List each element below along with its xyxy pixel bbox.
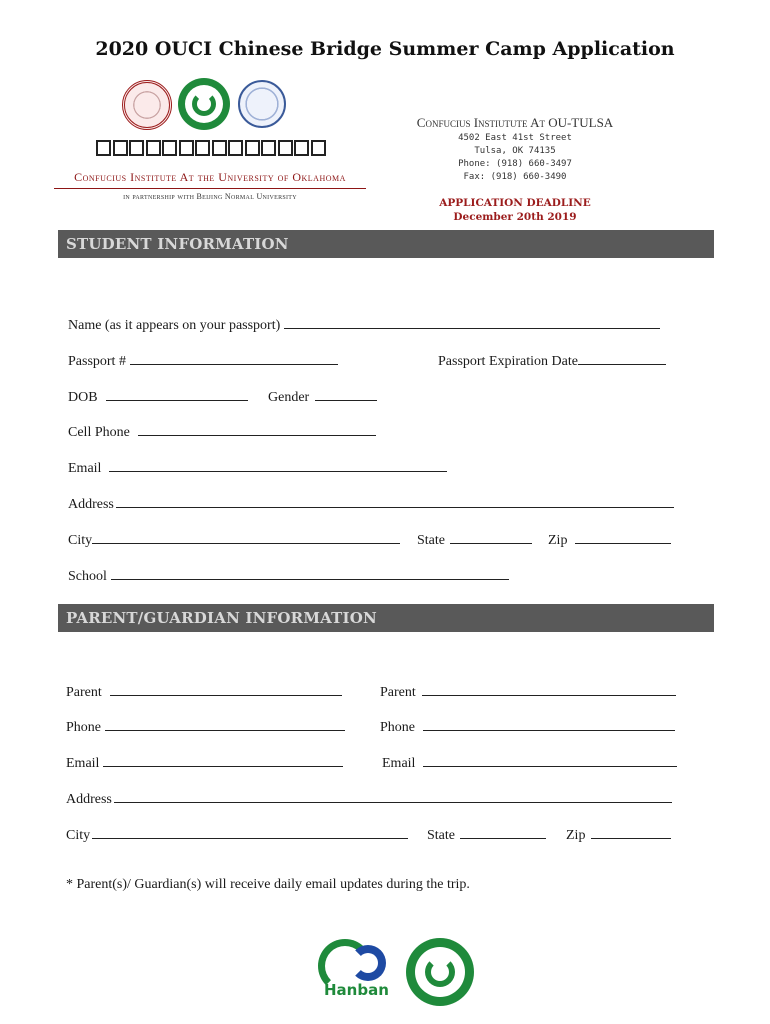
email-input-line[interactable] xyxy=(109,457,447,472)
parent-city-input-line[interactable] xyxy=(92,824,408,839)
zip-field[interactable]: Zip xyxy=(548,529,671,549)
institute-name: Confucius Institute At the University of Oklahoma xyxy=(54,170,366,189)
fax-line: Fax: (918) 660-3490 xyxy=(463,172,567,182)
beijing-normal-university-seal-icon xyxy=(238,80,286,128)
student-section-header xyxy=(58,230,714,258)
section-heading: PARENT/GUARDIAN INFORMATION xyxy=(66,609,377,627)
cell-phone-field[interactable]: Cell Phone xyxy=(68,421,376,441)
state-field[interactable]: State xyxy=(417,529,532,549)
passport-input-line[interactable] xyxy=(130,350,338,365)
hanban-logo-icon xyxy=(316,935,394,1003)
passport-field[interactable]: Passport # xyxy=(68,350,338,370)
address-line: Tulsa, OK 74135 xyxy=(474,146,556,156)
state-input-line[interactable] xyxy=(450,529,532,544)
ou-seal-icon xyxy=(122,80,172,130)
gender-field[interactable]: Gender xyxy=(268,386,377,406)
address-input-line[interactable] xyxy=(116,493,674,508)
zip-input-line[interactable] xyxy=(575,529,671,544)
dob-field[interactable]: DOB xyxy=(68,386,248,406)
parent-section-header xyxy=(58,604,714,632)
parent-zip-input-line[interactable] xyxy=(591,824,671,839)
cell-phone-input-line[interactable] xyxy=(138,421,376,436)
parent2-name-input-line[interactable] xyxy=(422,681,676,696)
parent-note: * Parent(s)/ Guardian(s) will receive daily email updates during the trip. xyxy=(66,877,470,892)
parent1-phone-input-line[interactable] xyxy=(105,716,345,731)
parent-zip-field[interactable]: Zip xyxy=(566,824,671,844)
parent2-name-field[interactable]: Parent xyxy=(380,681,676,701)
city-input-line[interactable] xyxy=(92,529,400,544)
dob-input-line[interactable] xyxy=(106,386,248,401)
confucius-institute-logo-icon xyxy=(406,938,474,1006)
phone-line: Phone: (918) 660-3497 xyxy=(458,159,572,169)
hanban-label: Hanban xyxy=(324,981,389,999)
gender-input-line[interactable] xyxy=(315,386,377,401)
parent2-email-field[interactable]: Email xyxy=(382,752,677,772)
tulsa-institute-name: Confucius Instiutute At OU-TULSA xyxy=(416,115,614,130)
parent2-phone-field[interactable]: Phone xyxy=(380,716,675,736)
parent-state-input-line[interactable] xyxy=(460,824,546,839)
name-input-line[interactable] xyxy=(284,314,660,329)
parent2-phone-input-line[interactable] xyxy=(423,716,675,731)
parent1-phone-field[interactable]: Phone xyxy=(66,716,345,736)
address-line: 4502 East 41st Street xyxy=(458,133,572,143)
parent1-name-field[interactable]: Parent xyxy=(66,681,342,701)
address-field[interactable]: Address xyxy=(68,493,674,513)
parent2-email-input-line[interactable] xyxy=(423,752,677,767)
section-heading: STUDENT INFORMATION xyxy=(66,235,289,253)
parent1-email-input-line[interactable] xyxy=(103,752,343,767)
passport-expiration-input-line[interactable] xyxy=(578,350,666,365)
parent-address-field[interactable]: Address xyxy=(66,788,672,808)
deadline-label: APPLICATION DEADLINE xyxy=(439,197,591,209)
name-field[interactable]: Name (as it appears on your passport) xyxy=(68,314,660,334)
city-field[interactable]: City xyxy=(68,529,400,549)
parent1-name-input-line[interactable] xyxy=(110,681,342,696)
parent-state-field[interactable]: State xyxy=(427,824,546,844)
passport-expiration-field[interactable]: Passport Expiration Date xyxy=(438,350,666,370)
parent-address-input-line[interactable] xyxy=(114,788,672,803)
partner-text: in partnership with Beijing Normal University xyxy=(123,192,297,201)
confucius-institute-logo-icon xyxy=(178,78,230,130)
deadline-date: December 20th 2019 xyxy=(453,211,577,223)
email-field[interactable]: Email xyxy=(68,457,447,477)
parent1-email-field[interactable]: Email xyxy=(66,752,343,772)
school-field[interactable]: School xyxy=(68,565,509,585)
school-input-line[interactable] xyxy=(111,565,509,580)
page-title: 2020 OUCI Chinese Bridge Summer Camp Application xyxy=(95,38,675,60)
parent-city-field[interactable]: City xyxy=(66,824,408,844)
chinese-institute-name xyxy=(96,140,336,164)
